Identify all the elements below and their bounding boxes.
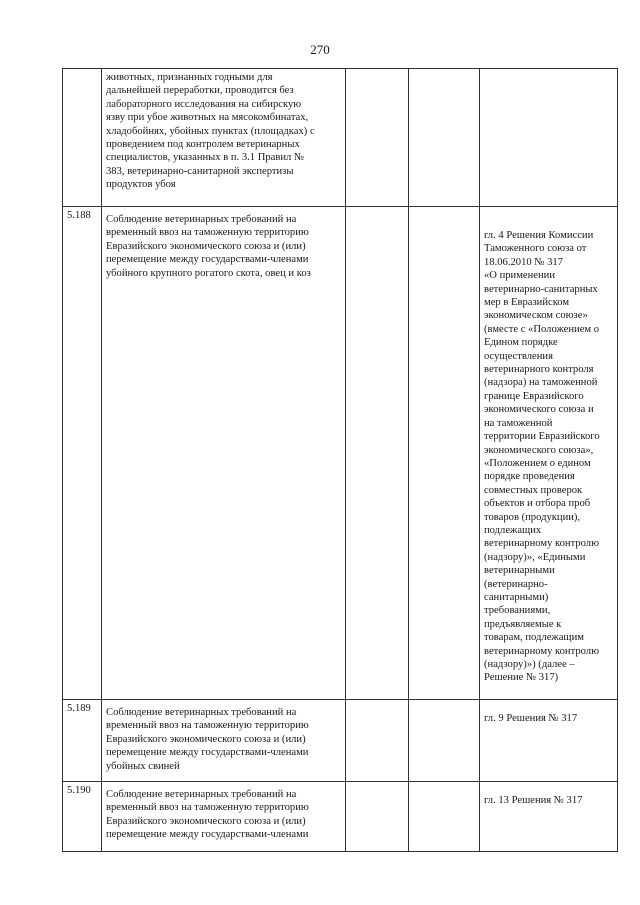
table-row [63, 207, 618, 700]
empty-cell [346, 207, 409, 700]
row-number: 5.188 [63, 207, 102, 700]
row-number: 5.190 [63, 782, 102, 852]
legal-reference: гл. 13 Решения № 317 [480, 782, 618, 852]
empty-cell [346, 69, 409, 207]
requirement-text: Соблюдение ветеринарных требований на временный ввоз на таможенную территорию Евразийского экономического союза и (или) перемещение между государствами-членами убойного крупного рогатого скота, овец и коз [102, 207, 346, 700]
empty-cell [409, 700, 480, 782]
row-number: 5.189 [63, 700, 102, 782]
table-row [63, 69, 618, 207]
legal-reference [480, 69, 618, 207]
empty-cell [409, 782, 480, 852]
table-row [63, 700, 618, 782]
empty-cell [409, 69, 480, 207]
row-number [63, 69, 102, 207]
requirement-text: животных, признанных годными для дальнейшей переработки, проводится без лабораторного исследования на сибирскую язву при убое животных на мясокомбинатах, хладобойнях, убойных пунктах (площадках) с проведением под контролем ветеринарных специалистов, указанных в п. 3.1 Правил № 383, ветеринарно-санитарной экспертизы продуктов убоя [102, 69, 346, 207]
table-row [63, 782, 618, 852]
legal-reference: гл. 4 Решения Комиссии Таможенного союза от 18.06.2010 № 317 «О применении ветеринарно-санитарных мер в Евразийском экономическом союзе» (вместе с «Положением о Едином порядке осуществления ветеринарного контроля (надзора) на таможенной границе Евразийского экономического союза и на таможенной территории Евразийского экономического союза», «Положением о едином порядке проведения совместных проверок объектов и отбора проб товаров (продукции), подлежащих ветеринарному контролю (надзору)», «Едиными ветеринарными (ветеринарно- санитарными) требованиями, предъявляемые к товарам, подлежащим ветеринарному контролю (надзору)») (далее – Решение № 317) [480, 207, 618, 700]
empty-cell [346, 782, 409, 852]
empty-cell [346, 700, 409, 782]
page-number: 270 [310, 42, 330, 57]
requirements-table [62, 68, 618, 852]
legal-reference: гл. 9 Решения № 317 [480, 700, 618, 782]
requirement-text: Соблюдение ветеринарных требований на временный ввоз на таможенную территорию Евразийского экономического союза и (или) перемещение между государствами-членами убойных свиней [102, 700, 346, 782]
empty-cell [409, 207, 480, 700]
requirement-text: Соблюдение ветеринарных требований на временный ввоз на таможенную территорию Евразийского экономического союза и (или) перемещение между государствами-членами [102, 782, 346, 852]
